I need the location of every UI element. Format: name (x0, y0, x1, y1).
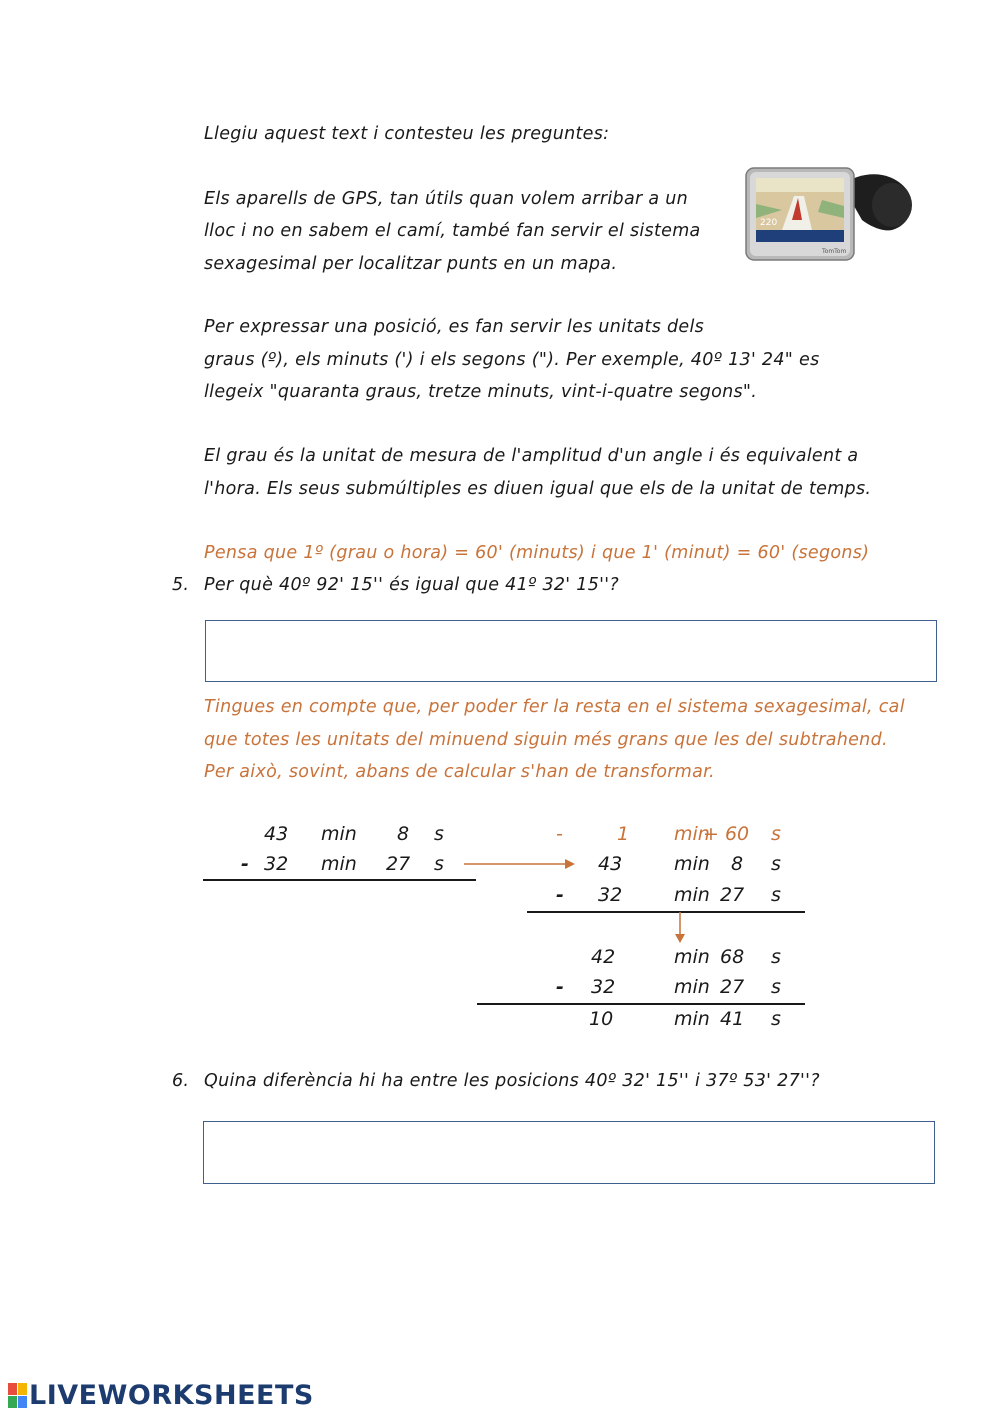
right-row3-s-unit: s (771, 946, 781, 968)
right-row4-min-unit: min (674, 976, 710, 998)
units-paragraph-line-3: llegeix "quaranta graus, tretze minuts, vint-i-quatre segons". (204, 382, 758, 402)
question-5-text: Per què 40º 92' 15'' és igual que 41º 32' 15''? (204, 575, 619, 595)
right-row1-minutes: 43 (598, 853, 623, 875)
result-seconds: 41 (720, 1008, 745, 1030)
right-sum-line-1 (527, 911, 805, 913)
gps-paragraph-line-3: sexagesimal per localitzar punts en un mapa. (204, 254, 618, 274)
left-row1-s-unit: s (434, 823, 444, 845)
degree-paragraph-line-2: l'hora. Els seus submúltiples es diuen igual que els de la unitat de temps. (204, 479, 872, 499)
logo-blocks-icon (8, 1383, 27, 1408)
left-row1-seconds: 8 (397, 823, 410, 845)
left-row2-seconds: 27 (386, 853, 411, 875)
right-row3-min-unit: min (674, 946, 710, 968)
subtraction-note-line-1: Tingues en compte que, per poder fer la resta en el sistema sexagesimal, cal (204, 697, 905, 717)
subtraction-note-line-3: Per això, sovint, abans de calcular s'han de transformar. (204, 762, 715, 782)
down-arrow (672, 912, 688, 944)
result-s-unit: s (771, 1008, 781, 1030)
question-6-number: 6. (172, 1071, 190, 1091)
right-row4-seconds: 27 (720, 976, 745, 998)
degree-paragraph-line-1: El grau és la unitat de mesura de l'amplitud d'un angle i és equivalent a (204, 446, 859, 466)
right-row1-seconds: 8 (731, 853, 744, 875)
liveworksheets-logo (8, 1380, 314, 1411)
gps-device-image (742, 160, 917, 270)
instruction-text: Llegiu aquest text i contesteu les preguntes: (204, 124, 610, 144)
question-5-answer-input[interactable] (206, 621, 936, 681)
right-row2-minutes: 32 (598, 884, 623, 906)
gps-speed-label: 220 (760, 218, 778, 228)
left-row1-minutes: 43 (264, 823, 289, 845)
borrow-min-unit: min (674, 823, 710, 845)
left-row2-minutes: 32 (264, 853, 289, 875)
question-6-text: Quina diferència hi ha entre les posicions 40º 32' 15'' i 37º 53' 27''? (204, 1071, 820, 1091)
left-sum-line (203, 879, 476, 881)
right-row2-min-unit: min (674, 884, 710, 906)
left-row2-minus: - (241, 853, 249, 875)
right-sum-line-2 (477, 1003, 805, 1005)
gps-paragraph-line-1: Els aparells de GPS, tan útils quan volem arribar a un (204, 189, 689, 209)
right-row4-minutes: 32 (591, 976, 616, 998)
right-row2-minus: - (556, 884, 564, 906)
right-row4-minus: - (556, 976, 564, 998)
right-row2-seconds: 27 (720, 884, 745, 906)
left-row1-min-unit: min (321, 823, 357, 845)
borrow-plus-sixty: + 60 (703, 823, 750, 845)
right-row2-s-unit: s (771, 884, 781, 906)
right-row3-seconds: 68 (720, 946, 745, 968)
right-arrow (462, 856, 577, 872)
hint-text: Pensa que 1º (grau o hora) = 60' (minuts) i que 1' (minut) = 60' (segons) (204, 543, 870, 563)
borrow-s-unit: s (771, 823, 781, 845)
left-row2-min-unit: min (321, 853, 357, 875)
left-row2-s-unit: s (434, 853, 444, 875)
subtraction-note-line-2: que totes les unitats del minuend siguin més grans que les del subtrahend. (204, 730, 888, 750)
logo-text: LIVEWORKSHEETS (29, 1380, 314, 1411)
right-row4-s-unit: s (771, 976, 781, 998)
right-row1-s-unit: s (771, 853, 781, 875)
result-minutes: 10 (589, 1008, 614, 1030)
question-6-answer-box (203, 1121, 935, 1184)
right-row3-minutes: 42 (591, 946, 616, 968)
units-paragraph-line-2: graus (º), els minuts (') i els segons ("). Per exemple, 40º 13' 24" es (204, 350, 820, 370)
question-5-number: 5. (172, 575, 190, 595)
question-5-answer-box (205, 620, 937, 682)
gps-paragraph-line-2: lloc i no en sabem el camí, també fan servir el sistema (204, 221, 701, 241)
right-row1-min-unit: min (674, 853, 710, 875)
units-paragraph-line-1: Per expressar una posició, es fan servir les unitats dels (204, 317, 705, 337)
borrow-one: 1 (617, 823, 630, 845)
result-min-unit: min (674, 1008, 710, 1030)
borrow-minus: - (556, 823, 563, 845)
gps-brand-label: TomTom (822, 248, 847, 255)
question-6-answer-input[interactable] (204, 1122, 934, 1183)
